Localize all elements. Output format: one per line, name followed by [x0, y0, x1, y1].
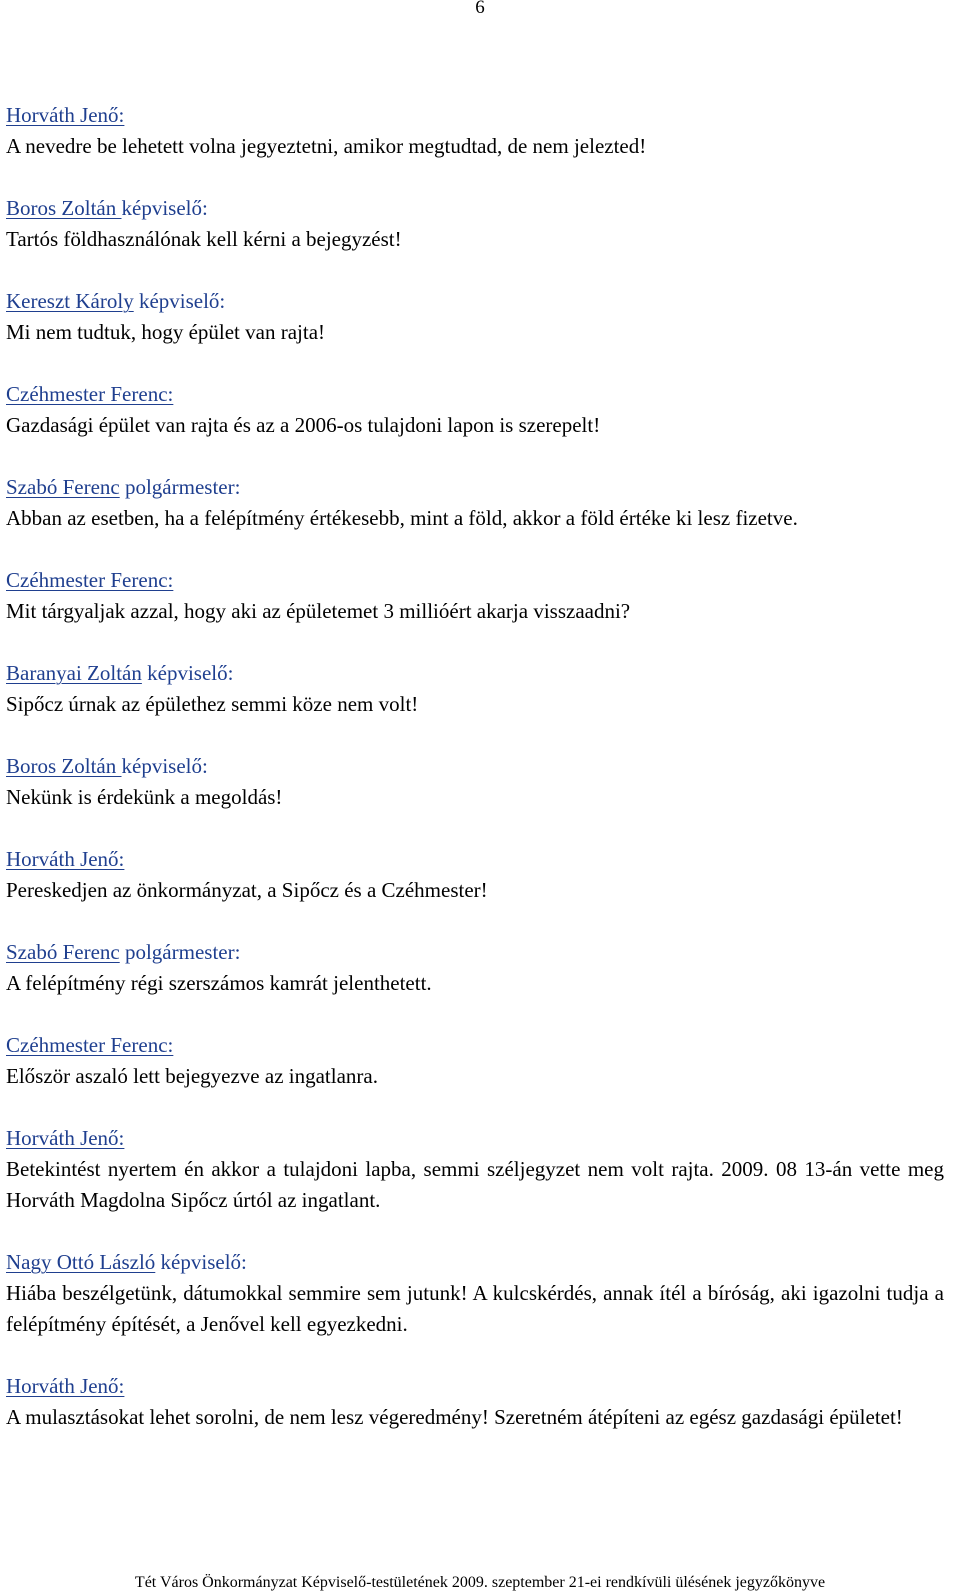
speech-text: Nekünk is érdekünk a megoldás! — [6, 785, 283, 809]
speech-text: Mi nem tudtuk, hogy épület van rajta! — [6, 320, 326, 344]
minutes-body — [6, 100, 944, 1464]
speaker-name: Szabó Ferenc — [6, 475, 120, 499]
page-footer: Tét Város Önkormányzat Képviselő-testületének 2009. szeptember 21-ei rendkívüli ülésének jegyzőkönyve — [134, 1574, 826, 1591]
minutes-entry — [6, 1030, 944, 1092]
minutes-entry — [6, 751, 944, 813]
speaker-line — [6, 937, 944, 968]
minutes-entry — [6, 379, 944, 441]
minutes-entry — [6, 844, 944, 906]
speaker-name: Nagy Ottó László — [6, 1250, 156, 1274]
minutes-entry — [6, 565, 944, 627]
speech-text: Először aszaló lett bejegyezve az ingatlanra. — [6, 1064, 378, 1088]
minutes-entry — [6, 658, 944, 720]
speaker-name: Kereszt Károly — [6, 289, 134, 313]
speaker-name: Boros Zoltán — [6, 754, 122, 778]
speaker-name: Czéhmester Ferenc: — [6, 1033, 174, 1057]
speaker-line — [6, 751, 944, 782]
speaker-role: képviselő: — [155, 1250, 247, 1274]
speaker-line — [6, 286, 944, 317]
speaker-name: Czéhmester Ferenc: — [6, 568, 174, 592]
speaker-line — [6, 1030, 944, 1061]
speaker-role: képviselő: — [141, 661, 234, 685]
speaker-name: Boros Zoltán — [6, 196, 122, 220]
speech-text: A mulasztásokat lehet sorolni, de nem lesz végeredmény! Szeretném átépíteni az egész gazdasági épületet! — [6, 1405, 903, 1429]
minutes-entry — [6, 1123, 944, 1216]
speaker-name: Horváth Jenő: — [6, 1126, 125, 1150]
speech-text: Tartós földhasználónak kell kérni a bejegyzést! — [6, 227, 402, 251]
speaker-role: képviselő: — [121, 196, 208, 220]
speaker-name: Czéhmester Ferenc: — [6, 382, 174, 406]
minutes-entry — [6, 286, 944, 348]
minutes-entry — [6, 1247, 944, 1340]
speech-text: Sipőcz úrnak az épülethez semmi köze nem volt! — [6, 692, 419, 716]
speaker-line — [6, 565, 944, 596]
minutes-entry — [6, 100, 944, 162]
speaker-name: Horváth Jenő: — [6, 847, 125, 871]
speaker-name: Horváth Jenő: — [6, 103, 125, 127]
speaker-line — [6, 1247, 944, 1278]
minutes-entry — [6, 193, 944, 255]
speaker-role: képviselő: — [133, 289, 226, 313]
speaker-role: polgármester: — [119, 940, 241, 964]
speaker-role: képviselő: — [121, 754, 208, 778]
speech-text: A nevedre be lehetett volna jegyeztetni, amikor megtudtad, de nem jelezted! — [6, 134, 647, 158]
speech-text: Betekintést nyertem én akkor a tulajdoni lapba, semmi széljegyzet nem volt rajta. 2009. 08 13-án vette meg Horváth Magdolna Sipőcz úrtól az ingatlant. — [6, 1157, 944, 1212]
minutes-entry — [6, 1371, 944, 1433]
speaker-line — [6, 100, 944, 131]
speech-text: Abban az esetben, ha a felépítmény értékesebb, mint a föld, akkor a föld értéke ki lesz fizetve. — [6, 506, 798, 530]
page-number: 6 — [475, 0, 485, 18]
speaker-line — [6, 658, 944, 689]
speaker-line — [6, 193, 944, 224]
speech-text: Hiába beszélgetünk, dátumokkal semmire sem jutunk! A kulcskérdés, annak ítél a bíróság, aki igazolni tudja a felépítmény építését, a Jenővel kell egyezkedni. — [6, 1281, 944, 1336]
minutes-entry — [6, 472, 944, 534]
speech-text: Gazdasági épület van rajta és az a 2006-os tulajdoni lapon is szerepelt! — [6, 413, 601, 437]
speaker-name: Baranyai Zoltán — [6, 661, 142, 685]
speaker-name: Szabó Ferenc — [6, 940, 120, 964]
speaker-name: Horváth Jenő: — [6, 1374, 125, 1398]
speaker-line — [6, 1371, 944, 1402]
speaker-line — [6, 472, 944, 503]
speaker-line — [6, 1123, 944, 1154]
speaker-role: polgármester: — [119, 475, 241, 499]
minutes-entry — [6, 937, 944, 999]
speaker-line — [6, 844, 944, 875]
speech-text: Pereskedjen az önkormányzat, a Sipőcz és a Czéhmester! — [6, 878, 488, 902]
speaker-line — [6, 379, 944, 410]
speech-text: A felépítmény régi szerszámos kamrát jelenthetett. — [6, 971, 432, 995]
speech-text: Mit tárgyaljak azzal, hogy aki az épületemet 3 millióért akarja visszaadni? — [6, 599, 631, 623]
